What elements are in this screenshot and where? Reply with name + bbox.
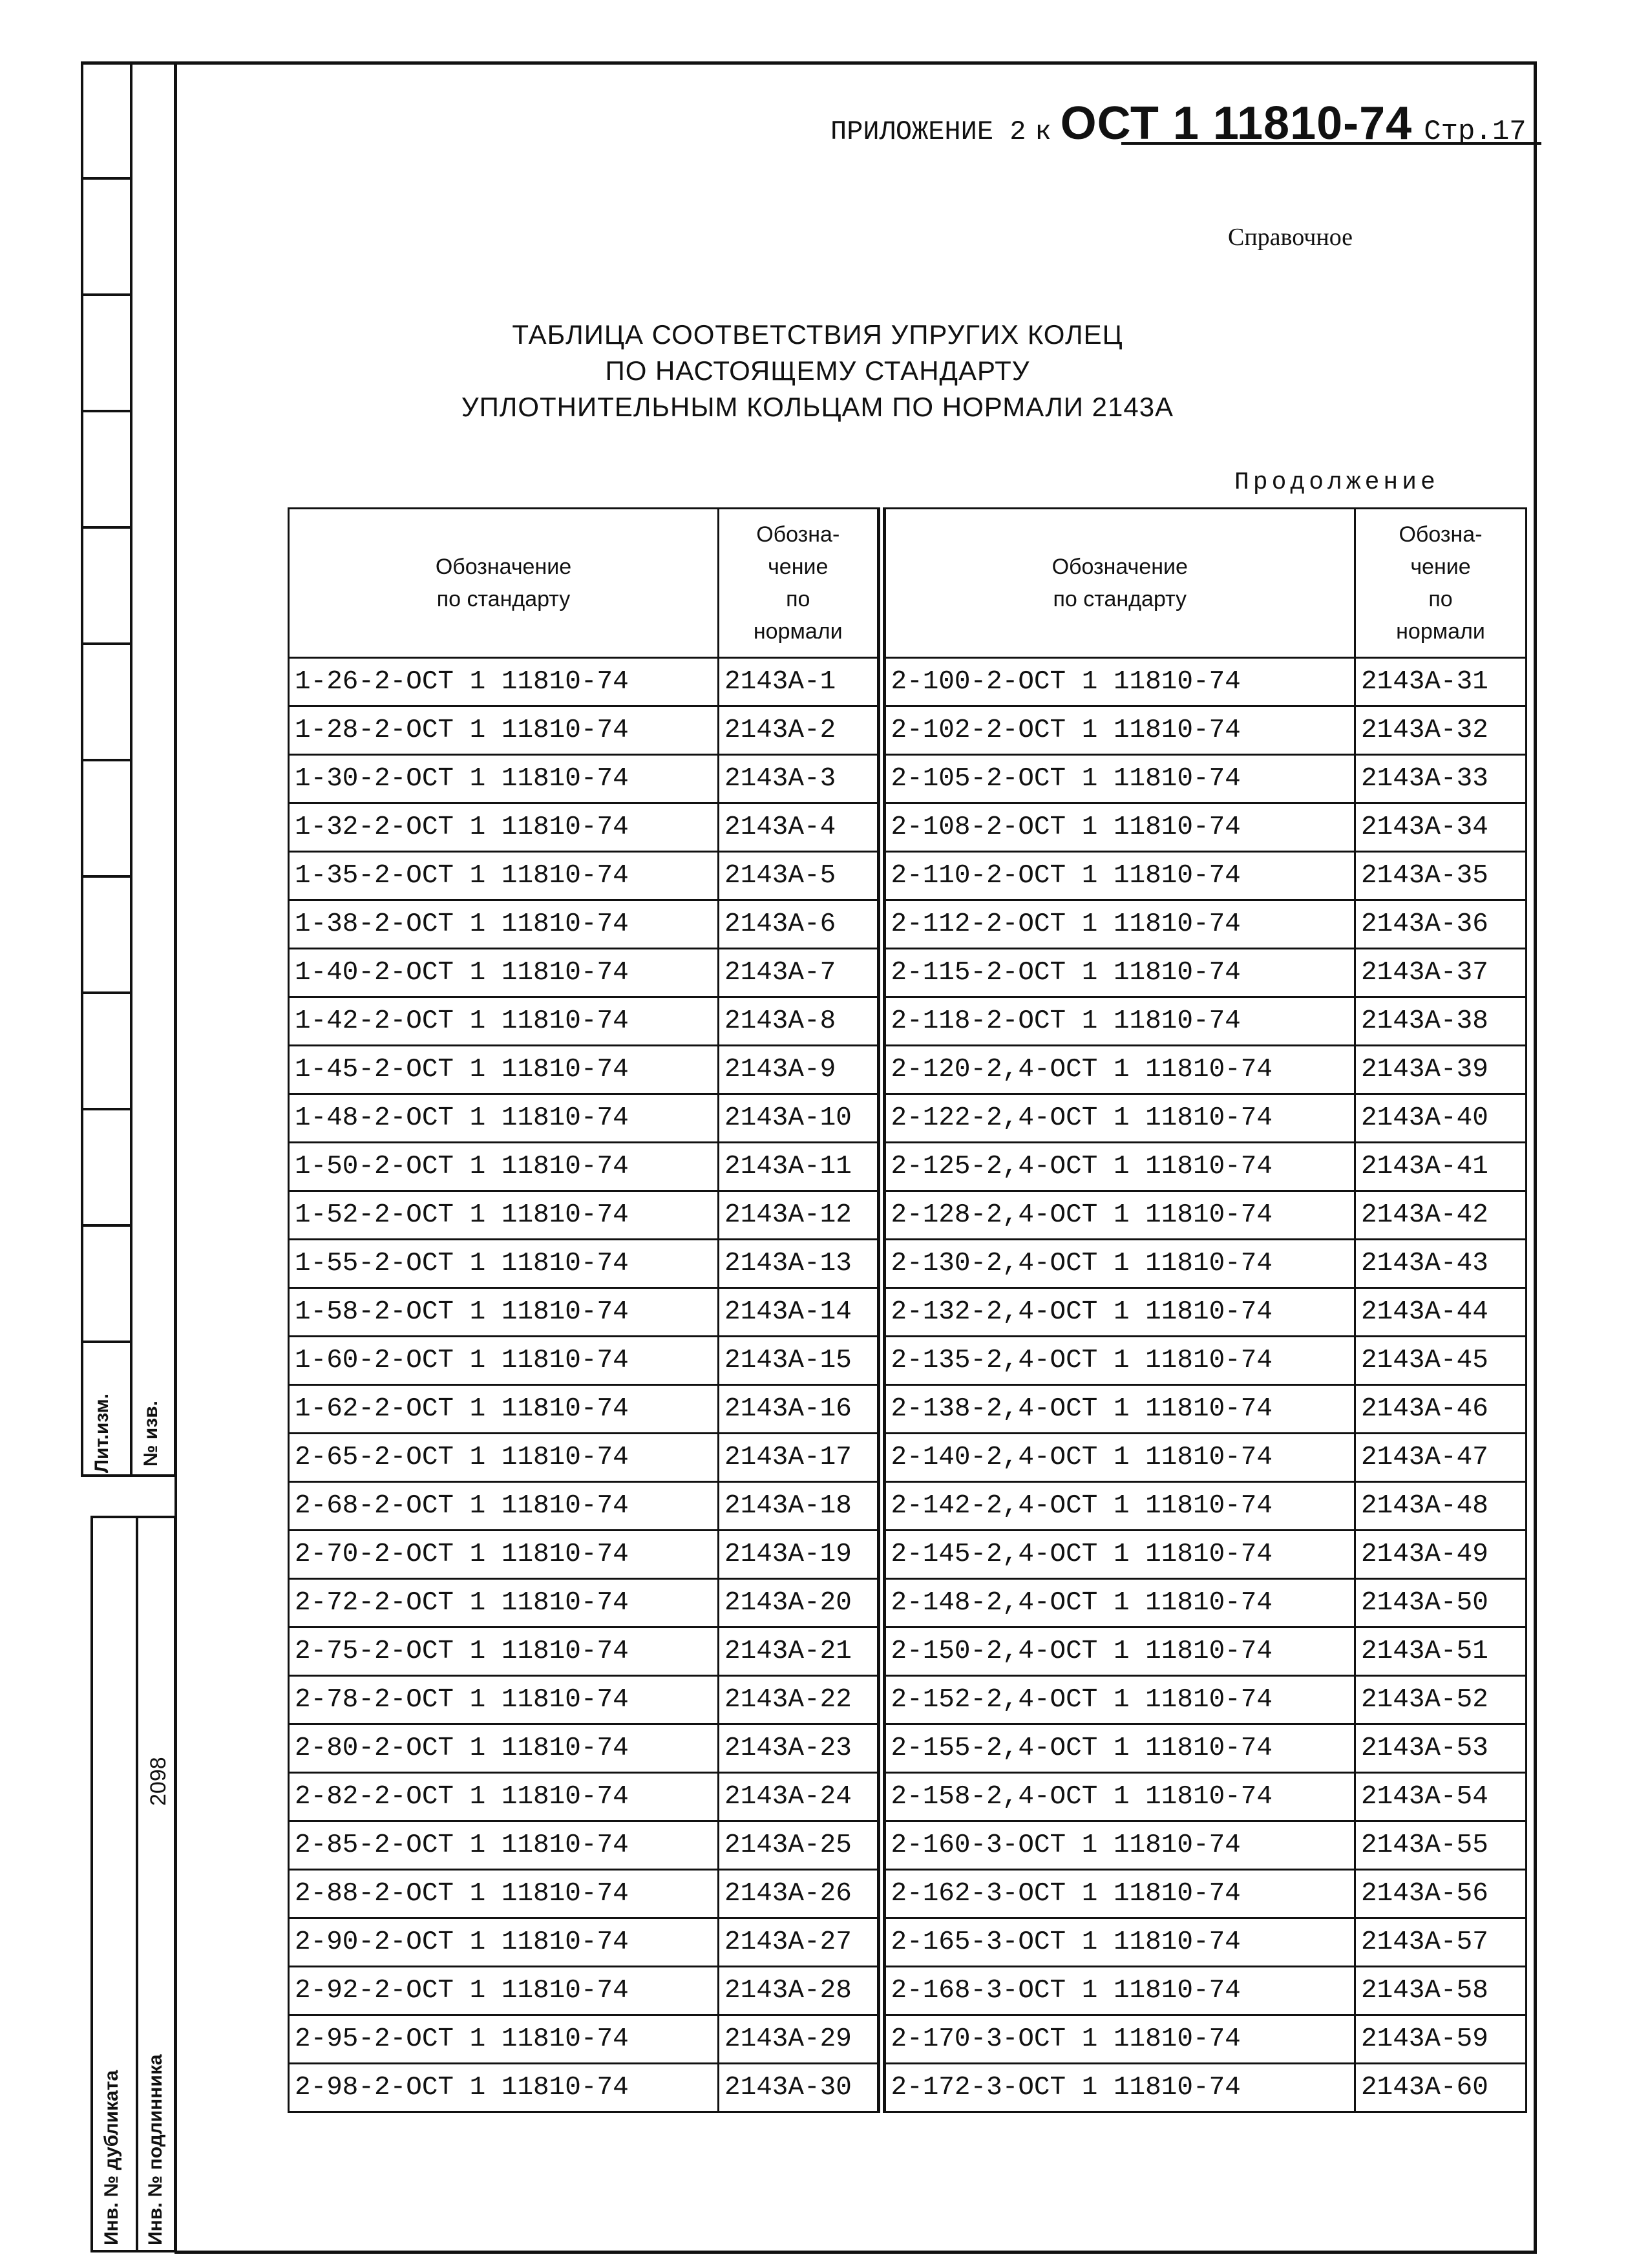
table-row — [289, 852, 1527, 900]
page-frame-top — [81, 61, 1537, 65]
std-designation-left: 2-90-2-ОСТ 1 11810-74 — [289, 1918, 719, 1967]
norm-designation-right: 2143А-39 — [1355, 1046, 1527, 1094]
norm-designation-left: 2143А-18 — [719, 1482, 882, 1531]
table-row — [289, 1288, 1527, 1337]
std-designation-right: 2-118-2-ОСТ 1 11810-74 — [882, 997, 1355, 1046]
norm-designation-right: 2143А-46 — [1355, 1385, 1527, 1434]
document-title — [343, 317, 1293, 425]
std-designation-left: 2-82-2-ОСТ 1 11810-74 — [289, 1773, 719, 1821]
table-row — [289, 1773, 1527, 1821]
std-designation-left: 2-75-2-ОСТ 1 11810-74 — [289, 1627, 719, 1676]
norm-designation-left: 2143А-7 — [719, 949, 882, 997]
norm-designation-left: 2143А-28 — [719, 1967, 882, 2015]
norm-designation-right: 2143А-35 — [1355, 852, 1527, 900]
page-number: Стр.17 — [1424, 116, 1527, 148]
norm-designation-right: 2143А-60 — [1355, 2064, 1527, 2112]
std-designation-right: 2-108-2-ОСТ 1 11810-74 — [882, 803, 1355, 852]
continuation-label: Продолжение — [1234, 469, 1439, 496]
table-row — [289, 658, 1527, 706]
norm-designation-left: 2143А-4 — [719, 803, 882, 852]
std-designation-left: 2-72-2-ОСТ 1 11810-74 — [289, 1579, 719, 1627]
norm-designation-right: 2143А-51 — [1355, 1627, 1527, 1676]
side-stamp-strip-upper — [81, 61, 176, 1477]
table-row — [289, 1627, 1527, 1676]
page-frame-bottom — [174, 2251, 1537, 2254]
table-row — [289, 1385, 1527, 1434]
std-designation-right: 2-170-3-ОСТ 1 11810-74 — [882, 2015, 1355, 2064]
norm-designation-right: 2143А-50 — [1355, 1579, 1527, 1627]
correspondence-table — [288, 507, 1527, 2113]
norm-designation-right: 2143А-57 — [1355, 1918, 1527, 1967]
norm-designation-left: 2143А-27 — [719, 1918, 882, 1967]
table-row — [289, 997, 1527, 1046]
norm-designation-left: 2143А-8 — [719, 997, 882, 1046]
std-designation-left: 2-68-2-ОСТ 1 11810-74 — [289, 1482, 719, 1531]
norm-designation-right: 2143А-32 — [1355, 706, 1527, 755]
table-row — [289, 2064, 1527, 2112]
stamp-no-izv: № изв. — [140, 1401, 162, 1467]
std-designation-right: 2-168-3-ОСТ 1 11810-74 — [882, 1967, 1355, 2015]
table-row — [289, 803, 1527, 852]
norm-designation-left: 2143А-14 — [719, 1288, 882, 1337]
std-designation-left: 1-38-2-ОСТ 1 11810-74 — [289, 900, 719, 949]
norm-designation-right: 2143А-56 — [1355, 1870, 1527, 1918]
norm-designation-right: 2143А-34 — [1355, 803, 1527, 852]
norm-designation-right: 2143А-40 — [1355, 1094, 1527, 1143]
std-designation-right: 2-122-2,4-ОСТ 1 11810-74 — [882, 1094, 1355, 1143]
std-designation-left: 2-98-2-ОСТ 1 11810-74 — [289, 2064, 719, 2112]
stamp-inv-number: 2098 — [146, 1757, 171, 1806]
std-designation-left: 1-48-2-ОСТ 1 11810-74 — [289, 1094, 719, 1143]
norm-designation-right: 2143А-38 — [1355, 997, 1527, 1046]
std-designation-left: 1-42-2-ОСТ 1 11810-74 — [289, 997, 719, 1046]
norm-designation-left: 2143А-16 — [719, 1385, 882, 1434]
norm-designation-left: 2143А-21 — [719, 1627, 882, 1676]
std-designation-right: 2-125-2,4-ОСТ 1 11810-74 — [882, 1143, 1355, 1191]
std-designation-left: 2-80-2-ОСТ 1 11810-74 — [289, 1724, 719, 1773]
norm-designation-right: 2143А-58 — [1355, 1967, 1527, 2015]
title-line-3: УПЛОТНИТЕЛЬНЫМ КОЛЬЦАМ ПО НОРМАЛИ 2143А — [461, 392, 1174, 422]
std-designation-right: 2-162-3-ОСТ 1 11810-74 — [882, 1870, 1355, 1918]
std-designation-left: 2-70-2-ОСТ 1 11810-74 — [289, 1531, 719, 1579]
norm-designation-right: 2143А-42 — [1355, 1191, 1527, 1240]
table-row — [289, 1094, 1527, 1143]
norm-designation-left: 2143А-22 — [719, 1676, 882, 1724]
norm-designation-right: 2143А-52 — [1355, 1676, 1527, 1724]
header-std-right: Обозначение по стандарту — [882, 509, 1355, 658]
norm-designation-left: 2143А-25 — [719, 1821, 882, 1870]
norm-designation-right: 2143А-37 — [1355, 949, 1527, 997]
norm-designation-right: 2143А-54 — [1355, 1773, 1527, 1821]
norm-designation-left: 2143А-26 — [719, 1870, 882, 1918]
norm-designation-left: 2143А-9 — [719, 1046, 882, 1094]
std-designation-left: 1-26-2-ОСТ 1 11810-74 — [289, 658, 719, 706]
std-designation-right: 2-165-3-ОСТ 1 11810-74 — [882, 1918, 1355, 1967]
std-designation-right: 2-132-2,4-ОСТ 1 11810-74 — [882, 1288, 1355, 1337]
norm-designation-left: 2143А-10 — [719, 1094, 882, 1143]
title-line-2: ПО НАСТОЯЩЕМУ СТАНДАРТУ — [605, 355, 1030, 386]
side-stamp-strip-lower — [90, 1516, 176, 2252]
stamp-lit-izm: Лит.изм. — [91, 1393, 112, 1473]
norm-designation-left: 2143А-17 — [719, 1434, 882, 1482]
table-row — [289, 1676, 1527, 1724]
std-designation-right: 2-155-2,4-ОСТ 1 11810-74 — [882, 1724, 1355, 1773]
std-designation-right: 2-130-2,4-ОСТ 1 11810-74 — [882, 1240, 1355, 1288]
table-row — [289, 1918, 1527, 1967]
table-row — [289, 2015, 1527, 2064]
stamp-inv-dubl: Инв. № дубликата — [101, 2070, 122, 2245]
norm-designation-left: 2143А-13 — [719, 1240, 882, 1288]
table-row — [289, 1434, 1527, 1482]
reference-label: Справочное — [1228, 224, 1353, 251]
norm-designation-right: 2143А-36 — [1355, 900, 1527, 949]
std-designation-left: 1-58-2-ОСТ 1 11810-74 — [289, 1288, 719, 1337]
table-row — [289, 1821, 1527, 1870]
standard-code: ОСТ 1 11810-74 — [1060, 98, 1413, 149]
std-designation-left: 1-30-2-ОСТ 1 11810-74 — [289, 755, 719, 803]
std-designation-right: 2-100-2-ОСТ 1 11810-74 — [882, 658, 1355, 706]
norm-designation-right: 2143А-31 — [1355, 658, 1527, 706]
header-std-left: Обозначение по стандарту — [289, 509, 719, 658]
std-designation-right: 2-102-2-ОСТ 1 11810-74 — [882, 706, 1355, 755]
table-row — [289, 1191, 1527, 1240]
std-designation-left: 1-50-2-ОСТ 1 11810-74 — [289, 1143, 719, 1191]
norm-designation-left: 2143А-29 — [719, 2015, 882, 2064]
norm-designation-left: 2143А-5 — [719, 852, 882, 900]
table-row — [289, 1240, 1527, 1288]
table-row — [289, 900, 1527, 949]
norm-designation-right: 2143А-47 — [1355, 1434, 1527, 1482]
std-designation-left: 2-92-2-ОСТ 1 11810-74 — [289, 1967, 719, 2015]
std-designation-right: 2-160-3-ОСТ 1 11810-74 — [882, 1821, 1355, 1870]
std-designation-left: 1-55-2-ОСТ 1 11810-74 — [289, 1240, 719, 1288]
table-header-row — [289, 509, 1527, 658]
std-designation-right: 2-105-2-ОСТ 1 11810-74 — [882, 755, 1355, 803]
table-row — [289, 1046, 1527, 1094]
table-row — [289, 1337, 1527, 1385]
std-designation-left: 1-28-2-ОСТ 1 11810-74 — [289, 706, 719, 755]
std-designation-right: 2-138-2,4-ОСТ 1 11810-74 — [882, 1385, 1355, 1434]
norm-designation-left: 2143А-6 — [719, 900, 882, 949]
std-designation-left: 2-65-2-ОСТ 1 11810-74 — [289, 1434, 719, 1482]
table-row — [289, 755, 1527, 803]
norm-designation-right: 2143А-49 — [1355, 1531, 1527, 1579]
norm-designation-right: 2143А-33 — [1355, 755, 1527, 803]
norm-designation-left: 2143А-15 — [719, 1337, 882, 1385]
std-designation-right: 2-145-2,4-ОСТ 1 11810-74 — [882, 1531, 1355, 1579]
std-designation-right: 2-128-2,4-ОСТ 1 11810-74 — [882, 1191, 1355, 1240]
std-designation-right: 2-135-2,4-ОСТ 1 11810-74 — [882, 1337, 1355, 1385]
norm-designation-right: 2143А-55 — [1355, 1821, 1527, 1870]
table-row — [289, 1531, 1527, 1579]
std-designation-right: 2-172-3-ОСТ 1 11810-74 — [882, 2064, 1355, 2112]
header-norm-left: Обозна- чение по нормали — [719, 509, 882, 658]
title-line-1: ТАБЛИЦА СООТВЕТСТВИЯ УПРУГИХ КОЛЕЦ — [512, 319, 1123, 350]
norm-designation-right: 2143А-48 — [1355, 1482, 1527, 1531]
std-designation-right: 2-110-2-ОСТ 1 11810-74 — [882, 852, 1355, 900]
norm-designation-left: 2143А-23 — [719, 1724, 882, 1773]
std-designation-left: 2-95-2-ОСТ 1 11810-74 — [289, 2015, 719, 2064]
std-designation-right: 2-115-2-ОСТ 1 11810-74 — [882, 949, 1355, 997]
norm-designation-right: 2143А-45 — [1355, 1337, 1527, 1385]
std-designation-left: 1-60-2-ОСТ 1 11810-74 — [289, 1337, 719, 1385]
std-designation-right: 2-142-2,4-ОСТ 1 11810-74 — [882, 1482, 1355, 1531]
norm-designation-right: 2143А-44 — [1355, 1288, 1527, 1337]
std-designation-left: 1-35-2-ОСТ 1 11810-74 — [289, 852, 719, 900]
norm-designation-left: 2143А-19 — [719, 1531, 882, 1579]
std-designation-right: 2-120-2,4-ОСТ 1 11810-74 — [882, 1046, 1355, 1094]
std-designation-left: 1-32-2-ОСТ 1 11810-74 — [289, 803, 719, 852]
std-designation-right: 2-150-2,4-ОСТ 1 11810-74 — [882, 1627, 1355, 1676]
norm-designation-left: 2143А-30 — [719, 2064, 882, 2112]
header-k: к — [1035, 116, 1051, 147]
table-row — [289, 1143, 1527, 1191]
norm-designation-left: 2143А-2 — [719, 706, 882, 755]
norm-designation-left: 2143А-20 — [719, 1579, 882, 1627]
table-row — [289, 1482, 1527, 1531]
table-row — [289, 1967, 1527, 2015]
table-row — [289, 1579, 1527, 1627]
std-designation-right: 2-140-2,4-ОСТ 1 11810-74 — [882, 1434, 1355, 1482]
std-designation-left: 1-62-2-ОСТ 1 11810-74 — [289, 1385, 719, 1434]
appendix-label: ПРИЛОЖЕНИЕ 2 — [830, 116, 1026, 147]
std-designation-left: 2-88-2-ОСТ 1 11810-74 — [289, 1870, 719, 1918]
std-designation-left: 1-40-2-ОСТ 1 11810-74 — [289, 949, 719, 997]
header-underline — [1121, 142, 1541, 145]
table-row — [289, 1870, 1527, 1918]
std-designation-left: 2-85-2-ОСТ 1 11810-74 — [289, 1821, 719, 1870]
norm-designation-left: 2143А-11 — [719, 1143, 882, 1191]
stamp-inv-podl: Инв. № подлинника — [145, 2054, 166, 2245]
std-designation-right: 2-112-2-ОСТ 1 11810-74 — [882, 900, 1355, 949]
table-body — [289, 658, 1527, 2112]
norm-designation-right: 2143А-53 — [1355, 1724, 1527, 1773]
page-frame-right — [1534, 61, 1537, 2254]
norm-designation-left: 2143А-12 — [719, 1191, 882, 1240]
norm-designation-right: 2143А-43 — [1355, 1240, 1527, 1288]
std-designation-right: 2-158-2,4-ОСТ 1 11810-74 — [882, 1773, 1355, 1821]
norm-designation-left: 2143А-24 — [719, 1773, 882, 1821]
std-designation-left: 1-52-2-ОСТ 1 11810-74 — [289, 1191, 719, 1240]
std-designation-right: 2-152-2,4-ОСТ 1 11810-74 — [882, 1676, 1355, 1724]
std-designation-right: 2-148-2,4-ОСТ 1 11810-74 — [882, 1579, 1355, 1627]
table-row — [289, 949, 1527, 997]
norm-designation-right: 2143А-41 — [1355, 1143, 1527, 1191]
norm-designation-right: 2143А-59 — [1355, 2015, 1527, 2064]
std-designation-left: 2-78-2-ОСТ 1 11810-74 — [289, 1676, 719, 1724]
norm-designation-left: 2143А-3 — [719, 755, 882, 803]
std-designation-left: 1-45-2-ОСТ 1 11810-74 — [289, 1046, 719, 1094]
norm-designation-left: 2143А-1 — [719, 658, 882, 706]
table-row — [289, 706, 1527, 755]
header-norm-right: Обозна- чение по нормали — [1355, 509, 1527, 658]
table-row — [289, 1724, 1527, 1773]
